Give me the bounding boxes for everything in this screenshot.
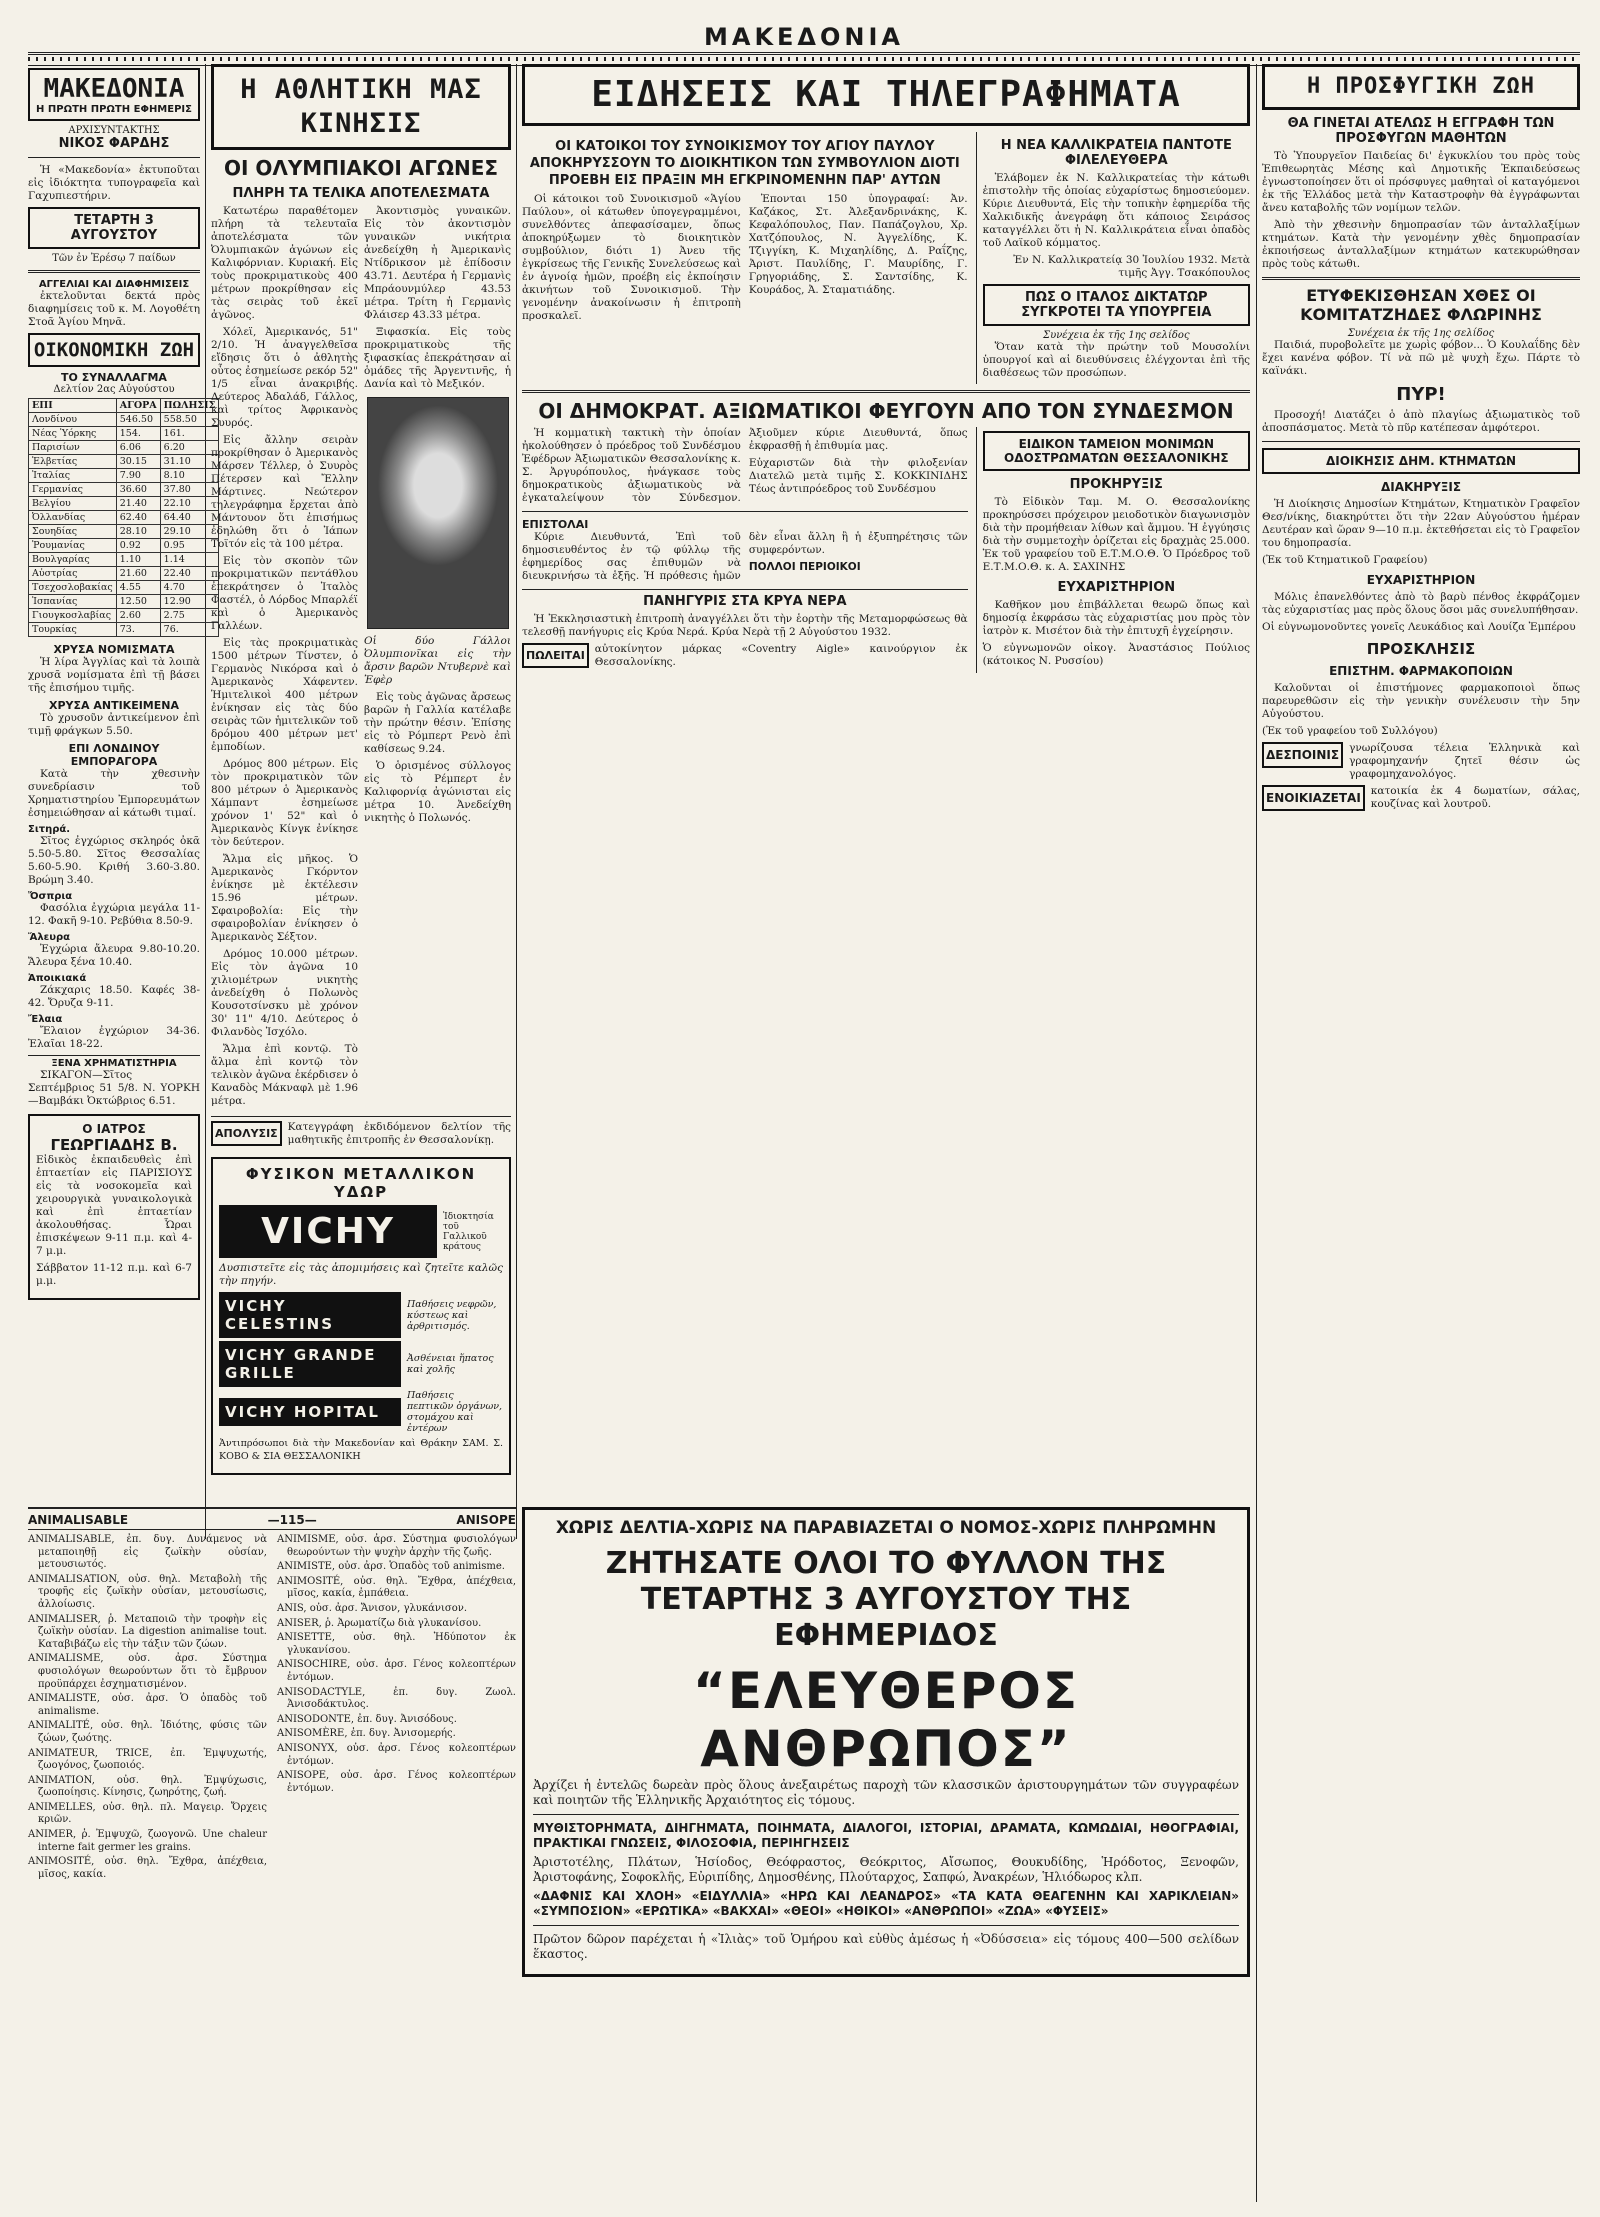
estates-sign: (Ἐκ τοῦ Κτηματικοῦ Γραφείου) xyxy=(1262,554,1428,566)
table-cell: Γερμανίας xyxy=(29,483,117,497)
foreign-exchange-title: ΞΕΝΑ ΧΡΗΜΑΤΙΣΤΗΡΙΑ xyxy=(28,1055,200,1069)
table-cell: 29.10 xyxy=(160,525,219,539)
vichy-ad xyxy=(211,1157,511,1475)
kallikrateia-sign: Ἐν Ν. Καλλικρατείᾳ 30 Ἰουλίου 1932. Μετὰ τιμῆς Ἀγγ. Τσακόπουλος xyxy=(1013,254,1250,279)
ad-authors: Ἀριστοτέλης, Πλάτων, Ἡσίοδος, Θεόφραστος, Θεόκριτος, Αἴσωπος, Θουκυδίδης, Ἡρόδοτος, Ξενοφῶν, Ἀριστοφάνης, Σοφοκλῆς, Εὐριπίδης, Δημοσθένης, Πλούταρχος, Σαπφώ, Ἀνακρέων, Ἡλιόδωρος κλπ. xyxy=(533,1855,1239,1884)
dictionary-entry: ANIMOSITÉ, οὐσ. θηλ. Ἔχθρα, ἀπέχθεια, μῖσος, κακία, ἐμπάθεια. xyxy=(277,1575,516,1600)
table-cell: 30.15 xyxy=(116,455,160,469)
water-slogan: Δυσπιστεῖτε εἰς τὰς ἀπομιμήσεις καὶ ζητεῖτε καλῶς τὴν πηγήν. xyxy=(219,1262,503,1287)
table-cell: 21.60 xyxy=(116,567,160,581)
table-cell: 4.70 xyxy=(160,581,219,595)
newspaper-page xyxy=(28,22,1580,2202)
democrats-headline: ΟΙ ΔΗΜΟΚΡΑΤ. ΑΞΙΩΜΑΤΙΚΟΙ ΦΕΥΓΟΥΝ ΑΠΟ ΤΟΝ ΣΥΝΔΕΣΜΟΝ xyxy=(538,399,1234,423)
flour-text: Ἐγχώρια ἄλευρα 9.80-10.20. Ἄλευρα ξένα 10.40. xyxy=(28,943,200,968)
dictionary-entry: ANIS, οὐσ. ἀρσ. Ἄνισον, γλυκάνισον. xyxy=(277,1602,467,1614)
article-paragraph: Εἰς τὸν σκοπὸν τῶν προκριματικῶν πεντάθλου ἐπεκράτησεν ὁ Ἰταλὸς Φαστέλ, ὁ Λόρδος Μπαρλέϊ καὶ ὁ Ἀμερικανὸς Γαλλέων. xyxy=(211,555,358,632)
foreign-exchange-text: ΣΙΚΑΓΟΝ—Σῖτος Σεπτέμβριος 51 5/8. Ν. ΥΟΡΚΗ—Βαμβάκι Ὀκτώβριος 6.51. xyxy=(28,1069,200,1107)
article-paragraph: Κατωτέρω παραθέτομεν πλήρη τὰ τελευταῖα ἀποτελέσματα τῶν Ὀλυμπιακῶν ἀγώνων εἰς Καλιφόρνιαν. Κυριακή. Εἰς τοὺς προκριματικοὺς 400 μέτρων προκρίθησαν εἰς τὰς σειρὰς τοῦ ἐκεῖ ἀγῶνος. xyxy=(211,205,358,321)
table-cell: 4.55 xyxy=(116,581,160,595)
table-cell: 76. xyxy=(160,623,219,637)
table-cell: Τσεχοσλοβακίας xyxy=(29,581,117,595)
article-paragraph: Εἰς τοὺς ἀγῶνας ἄρσεως βαρῶν ἡ Γαλλία κατέλαβε τὴν πρώτην θέσιν. Ἐπίσης εἰς τὸ Ρόμπερτ Ρενὸ ἐπὶ καθίσεως 9.24. xyxy=(364,691,511,755)
dictionary-entry: ANIMISME, οὐσ. ἀρσ. Σύστημα φυσιολόγων θεωρούντων τὴν ψυχὴν ἀρχὴν τῆς ζωῆς. xyxy=(277,1534,516,1558)
estates-text: Ἡ Διοίκησις Δημοσίων Κτημάτων, Κτηματικὸν Γραφεῖον Θεσ/νίκης, διακηρύττει ὅτι τὴν 22αν Αὐγούστου ἡμέραν Δευτέραν καὶ ὥραν 9—10 π.μ. ἐκτεθήσεται εἰς τὸ Γραφεῖον του δημοπρασία. xyxy=(1262,498,1580,549)
dictionary-entry: ANIMELLES, οὐσ. θηλ. πλ. Μαγειρ. Ὄρχεις κριῶν. xyxy=(28,1801,267,1826)
table-row xyxy=(29,413,219,427)
doctor-ad xyxy=(28,1114,200,1300)
table-row xyxy=(29,567,219,581)
ads-label: ΑΓΓΕΛΙΑΙ ΚΑΙ ΔΙΑΦΗΜΙΣΕΙΣ xyxy=(38,279,190,290)
table-cell: 1.10 xyxy=(116,553,160,567)
vichy-product xyxy=(219,1390,503,1434)
dictionary-entry: ANIMALISER, ῥ. Μεταποιῶ τὴν τροφὴν εἰς ζωϊκὴν οὐσίαν. La digestion animalise tout. Καταβιβάζω εἰς τὴν τάξιν τῶν ζώων. xyxy=(28,1613,267,1650)
table-header: ΑΓΟΡΑ xyxy=(116,399,160,413)
dictionary-entry: ANIMER, ῥ. Ἐμψυχῶ, ζωογονῶ. Une chaleur interne fait germer les grains. xyxy=(28,1829,267,1853)
table-cell: 62.40 xyxy=(116,511,160,525)
olympics-headline: ΟΙ ΟΛΥΜΠΙΑΚΟΙ ΑΓΩΝΕΣ xyxy=(223,156,499,180)
dictionary-entry: ANISOPE, οὐσ. ἀρσ. Γένος κολεοπτέρων ἐντόμων. xyxy=(277,1770,516,1794)
dictionary-header xyxy=(28,1513,516,1530)
table-row xyxy=(29,581,219,595)
table-cell: Ἑλβετίας xyxy=(29,455,117,469)
vichy-logo: VICHY xyxy=(219,1205,437,1258)
lead-signatures: Ἐπονται 150 ὑπογραφαί: Ἀν. Καζάκος, Στ. Ἀλεξανδρινάκης, Κ. Κεφαλόπουλος, Παν. Παπάζογλου, Χρ. Χατζόπουλος, Ν. Ἀγγελίδης, Κ. Τζιγγίκη, Κ. Μιχαηλίδης, Δ. Ραΐζης, Ἀριστ. Παυλίδης, Γ. Μαυρίδης, Γ. Γρηγοριάδης, Σ. Σαντσίδης, Κ. Κουράδος, Ἀ. Σταματιάδης. xyxy=(748,193,968,296)
festival-text: Ἡ Ἐκκλησιαστικὴ ἐπιτροπὴ ἀναγγέλλει ὅτι τὴν ἑορτὴν τῆς Μεταμορφώσεως θὰ τελεσθῇ πανήγυρις εἰς Κρύα Νερά. Κρύα Νερὰ τῇ 2 Αὐγούστου 1932. xyxy=(522,613,968,638)
wheat-title: Σιτηρά. xyxy=(28,824,71,835)
doctor-hours: Σάββατον 11-12 π.μ. καὶ 6-7 μ.μ. xyxy=(36,1262,192,1287)
table-cell: 12.90 xyxy=(160,595,219,609)
table-cell: 161. xyxy=(160,427,219,441)
colonial-text: Ζάκχαρις 18.50. Καφές 38-42. Ὄρυζα 9-11. xyxy=(28,984,200,1009)
table-cell: Νέας Ὑόρκης xyxy=(29,427,117,441)
photo-caption: Οἱ δύο Γάλλοι Ὀλυμπιονῖκαι εἰς τὴν ἄρσιν βαρῶν Ντυβερνὲ καὶ Ἐφὲρ xyxy=(364,635,511,686)
dictionary-section xyxy=(28,1507,516,2203)
exchange-table xyxy=(28,398,219,637)
execution-continued: Συνέχεια ἐκ τῆς 1ης σελίδος xyxy=(1347,328,1495,339)
vichy-product-label: VICHY CELESTINS xyxy=(219,1292,401,1338)
table-cell: Ὀλλανδίας xyxy=(29,511,117,525)
table-row xyxy=(29,427,219,441)
doctor-name: ΓΕΩΡΓΙΑΔΗΣ Β. xyxy=(50,1136,178,1154)
article-paragraph: Δρόμος 10.000 μέτρων. Εἰς τὸν ἀγῶνα 10 χιλιομέτρων νικητὴς ἀνεδείχθη ὁ Πολωνὸς Κουσοτσίνσκυ μὲ χρόνον 30' 11" 4/10. Δεύτερος ὁ Φιλανδὸς Ἰσχόλο. xyxy=(211,948,358,1038)
letters-label: ΕΠΙΣΤΟΛΑΙ xyxy=(522,518,589,531)
call-subhead: ΕΠΙΣΤΗΜ. ΦΑΡΜΑΚΟΠΟΙΩΝ xyxy=(1329,664,1513,678)
article-paragraph: Δρόμος 800 μέτρων. Εἰς τὸν προκριματικὸν τῶν 800 μέτρων ὁ Ἀμερικανὸς Χάμπαντ ἐσημείωσε χρόνον 1' 52" καὶ ὁ Ἀμερικανὸς Κίνγκ ἐνίκησε τὸν δεύτερον. xyxy=(211,758,358,848)
table-cell: 1.14 xyxy=(160,553,219,567)
wheat-text: Σῖτος ἐγχώριος σκληρός ὀκᾶ 5.50-5.80. Σῖτος Θεσσαλίας 5.60-5.90. Κριθή 3.60-3.80. Βρώμη 3.40. xyxy=(28,835,200,886)
table-cell: 0.92 xyxy=(116,539,160,553)
thanks-headline: ΕΥΧΑΡΙΣΤΗΡΙΟΝ xyxy=(1057,580,1176,595)
dictionary-entry: ANIMALISABLE, ἐπ. δυγ. Δυνάμενος νὰ μεταποιηθῇ εἰς ζωϊκὴν οὐσίαν, μετουσιωτός. xyxy=(28,1534,267,1571)
thanks2-text: Μόλις ἐπανελθόντες ἀπὸ τὸ βαρὺ πένθος ἐκφράζομεν τὰς εὐχαριστίας μας πρὸς ὅλους ὅσοι μᾶς συνελυπήθησαν. xyxy=(1262,591,1580,616)
dictionary-entry: ANIMISTE, οὐσ. ἀρσ. Ὁπαδὸς τοῦ animisme. xyxy=(277,1561,505,1573)
article-paragraph: Ἄλμα εἰς μῆκος. Ὁ Ἀμερικανὸς Γκόρντον ἐνίκησε μὲ ἐκτέλεσιν 15.96 μέτρων. Σφαιροβολία: Εἰς τὴν σφαιροβολίαν ἐνίκησεν ὁ Ἀμερικανὸς Σέξτον. xyxy=(211,853,358,943)
article-paragraph: Ὁ ὁρισμένος σύλλογος εἰς τὸ Ρέμπερτ ἐν Καλιφορνίᾳ ἀγώνισται εἰς μέτρα 10. Ἀνεδείχθη νικητὴς ὁ Πολωνός. xyxy=(364,760,511,824)
table-row xyxy=(29,553,219,567)
table-cell: Σουηδίας xyxy=(29,525,117,539)
vichy-product-desc: Παθήσεις πεπτικῶν ὀργάνων, στομάχου καὶ ἐντέρων xyxy=(407,1390,503,1434)
article-paragraph: Ξιφασκία. Εἰς τοὺς προκριματικοὺς τῆς ξιφασκίας ἐπεκράτησαν αἱ ὁμάδες τῆς Ἀργεντινῆς, ἡ Δανία καὶ τὸ Μεξικόν. xyxy=(364,326,511,390)
vichy-product-desc: Παθήσεις νεφρῶν, κύστεως καὶ ἀρθριτισμός. xyxy=(407,1298,497,1332)
article-paragraph: Εἰς τὰς προκριματικὰς 1500 μέτρων Τίνστεν, ὁ Γερμανὸς Νικόρσα καὶ ὁ Ἀμερικανὸς Χάφεντεν. Ἡμιτελικοὶ 400 μέτρων ἐνίκησαν εἰς τὰς δύο σειρὰς τῶν ἡμιτελικῶν τοῦ δρόμου 400 μέτρων μετ' ἐμποδίων. xyxy=(211,637,358,753)
estates-label: ΔΙΟΙΚΗΣΙΣ ΔΗΜ. ΚΤΗΜΑΤΩΝ xyxy=(1262,448,1580,474)
ad-headline-1: ΧΩΡΙΣ ΔΕΛΤΙΑ-ΧΩΡΙΣ ΝΑ ΠΑΡΑΒΙΑΖΕΤΑΙ Ο ΝΟΜΟΣ-ΧΩΡΙΣ ΠΛΗΡΩΜΗΝ xyxy=(555,1518,1217,1538)
column-divider xyxy=(205,64,206,1539)
paving-fund-subhead: ΠΡΟΚΗΡΥΞΙΣ xyxy=(1069,477,1163,492)
refugee-section-title: Η ΠΡΟΣΦΥΓΙΚΗ ΖΩΗ xyxy=(1262,64,1580,110)
democrats-text: Ἡ κομματικὴ τακτικὴ τὴν ὁποίαν ἠκολούθησεν ὁ πρόεδρος τοῦ Συνδέσμου Ἐφέδρων Ἀξιωματικῶν Θεσσαλονίκης κ. Σ. Ἀργυρόπουλος, ἠνάγκασε τοὺς δημοκρατικοὺς ἀξιωματικοὺς νὰ ἐγκαταλείψουν τὸν Σύνδεσμον. Ἀξιοῦμεν κύριε Διευθυντά, ὅπως ἐκφρασθῇ ἡ ἐπιθυμία μας. xyxy=(522,427,968,504)
vichy-product-label: VICHY GRANDE GRILLE xyxy=(219,1341,401,1387)
table-cell: Τουρκίας xyxy=(29,623,117,637)
editor-name: ΝΙΚΟΣ ΦΑΡΔΗΣ xyxy=(58,136,170,151)
thanks-sign: Ὁ εὐγνωμονῶν οἰκογ. Ἀναστάσιος Πούλιος (κάτοικος Ν. Ρυσσίου) xyxy=(982,642,1250,667)
table-row xyxy=(29,441,219,455)
doctor-text: Εἰδικὸς ἐκπαιδευθεὶς ἐπὶ ἑπταετίαν εἰς ΠΑΡΙΣΙΟΥΣ εἰς τὰ νοσοκομεῖα καὶ χειρουργικὰ γυναικολογικὰ καὶ ἐπὶ ἑπταετίαν ἀκολουθήσας. Ὧραι ἐπισκέψεων 9-11 π.μ. καὶ 4-7 μ.μ. xyxy=(36,1154,192,1257)
dictionary-left-head: ANIMALISABLE xyxy=(28,1513,129,1527)
ad-headline-2: ΖΗΤΗΣΑΤΕ ΟΛΟΙ ΤΟ ΦΥΛΛΟΝ ΤΗΣ ΤΕΤΑΡΤΗΣ 3 ΑΥΓΟΥΣΤΟΥ ΤΗΣ ΕΦΗΜΕΡΙΔΟΣ xyxy=(605,1546,1167,1653)
table-header: ΠΩΛΗΣΙΣ xyxy=(160,399,219,413)
table-header: ΕΠΙ xyxy=(29,399,117,413)
table-row xyxy=(29,511,219,525)
ad-titles: «ΔΑΦΝΙΣ ΚΑΙ ΧΛΟΗ» «ΕΙΔΥΛΛΙΑ» «ΗΡΩ ΚΑΙ ΛΕΑΝΔΡΟΣ» «ΤΑ ΚΑΤΑ ΘΕΑΓΕΝΗΝ ΚΑΙ ΧΑΡΙΚΛΕΙΑΝ» «ΣΥΜΠΟΣΙΟΝ» «ΕΡΩΤΙΚΑ» «ΒΑΚΧΑΙ» «ΘΕΟΙ» «ΗΘΙΚΟΙ» «ΑΝΘΡΩΠΟΙ» «ΖΩΑ» «ΦΥΣΕΙΣ» xyxy=(533,1889,1239,1918)
editor-label: ΑΡΧΙΣΥΝΤΑΚΤΗΣ xyxy=(68,125,160,136)
execution-headline: ΕΤΥΦΕΚΙΣΘΗΣΑΝ ΧΘΕΣ ΟΙ ΚΟΜΙΤΑΤΖΗΔΕΣ ΦΛΩΡΙΝΗΣ xyxy=(1300,286,1542,324)
table-cell: 2.75 xyxy=(160,609,219,623)
table-cell: 21.40 xyxy=(116,497,160,511)
dictionary-entry: ANIMALISATION, οὐσ. θηλ. Μεταβολὴ τῆς τροφῆς εἰς ζωϊκὴν οὐσίαν, μετουσίωσις, ἀλλοίωσις. xyxy=(28,1573,267,1610)
call-headline: ΠΡΟΣΚΛΗΣΙΣ xyxy=(1366,640,1476,658)
sports-section-title: Η ΑΘΛΗΤΙΚΗ ΜΑΣ ΚΙΝΗΣΙΣ xyxy=(211,64,511,150)
democrats-sign: Εὐχαριστῶν διὰ τὴν φιλοξενίαν Διατελῶ μετὰ τιμῆς Σ. ΚΟΚΚΙΝΙΔΗΣ Τέως ἀντιπρόεδρος τοῦ Συνδέσμου xyxy=(748,457,968,495)
column-sports xyxy=(211,64,511,1539)
table-cell: 154. xyxy=(116,427,160,441)
paving-fund-headline: ΕΙΔΙΚΟΝ ΤΑΜΕΙΟΝ ΜΟΝΙΜΩΝ ΟΔΟΣΤΡΩΜΑΤΩΝ ΘΕΣΣΑΛΟΝΙΚΗΣ xyxy=(983,431,1250,471)
ad-frame xyxy=(522,1507,1250,1977)
estates-subhead: ΔΙΑΚΗΡΥΞΙΣ xyxy=(1380,480,1462,494)
article-paragraph: Ἄλμα ἐπὶ κοντῷ. Τὸ ἄλμα ἐπὶ κοντῷ τὸν τελικὸν ἀγῶνα ἐκέρδισεν ὁ Καναδὸς Μάκναφλ μὲ 1.96 μέτρα. xyxy=(211,1043,358,1107)
vichy-product xyxy=(219,1292,503,1338)
fire-text: Προσοχή! Διατάζει ὁ ἀπὸ πλαγίως ἀξιωματικὸς τοῦ ἀποσπάσματος. Μετὰ τὸ πῦρ κατέπεσαν ἀμφότεροι. xyxy=(1262,409,1580,434)
water-ownership: Ἰδιοκτησία τοῦ Γαλλικοῦ κράτους xyxy=(443,1211,494,1252)
dictionary-entry: ANISER, ῥ. Ἀρωματίζω διὰ γλυκανίσου. xyxy=(277,1617,482,1629)
gold-coins-title: ΧΡΥΣΑ ΝΟΜΙΣΜΑΤΑ xyxy=(53,643,175,656)
lead-text: Οἱ κάτοικοι τοῦ Συνοικισμοῦ «Ἁγίου Παύλου», οἱ κάτωθεν ὑπογεγραμμένοι, συνελθόντες ἀπεφασίσαμεν, ὅπως ἀποκηρύξωμεν τὸ διοικητικὸν συμβούλιον, διότι 1) Ἀνευ τῆς ἐγκρίσεως τῆς Γενικῆς Συνελεύσεως καὶ ἐν ἀγνοίᾳ ἡμῶν, προέβη εἰς ἐκποίησιν ἀκινήτων τοῦ Συνοικισμοῦ. Τὴν γενομένην ἀνακοίνωσιν ἡ ἐπιτροπὴ προσκαλεῖ. xyxy=(522,193,741,322)
column-divider xyxy=(1256,64,1257,2202)
letters-sign: ΠΟΛΛΟΙ ΠΕΡΙΟΙΚΟΙ xyxy=(748,561,861,573)
dictionary-entry: ANIMOSITÉ, οὐσ. θηλ. Ἔχθρα, ἀπέχθεια, μῖσος, κακία. xyxy=(28,1856,267,1880)
table-cell: 2.60 xyxy=(116,609,160,623)
olive-text: Ἔλαιον ἐγχώριον 34-36. Ἐλαῖαι 18-22. xyxy=(28,1025,200,1050)
table-cell: 28.10 xyxy=(116,525,160,539)
table-cell: 6.20 xyxy=(160,441,219,455)
dictionary-entry: ANISOMÈRE, ἐπ. δυγ. Ἀνισομερής. xyxy=(277,1728,456,1740)
table-cell: 73. xyxy=(116,623,160,637)
exchange-label: ΤΟ ΣΥΝΑΛΛΑΓΜΑ xyxy=(61,371,167,384)
table-row xyxy=(29,539,219,553)
call-sign: (Ἐκ τοῦ γραφείου τοῦ Συλλόγου) xyxy=(1262,725,1438,737)
pulses-text: Φασόλια ἐγχώρια μεγάλα 11-12. Φακῆ 9-10. Ρεβύθια 8.50-9. xyxy=(28,902,200,927)
table-cell: 22.40 xyxy=(160,567,219,581)
dictionary-entry: ANISOCHIRE, οὐσ. ἀρσ. Γένος κολεοπτέρων ἐντόμων. xyxy=(277,1659,516,1683)
refugee-text-2: Ἀπὸ τὴν χθεσινὴν δημοπρασίαν τῶν ἀνταλλαξίμων κτημάτων. Κατὰ τὴν γενομένην χθὲς δημοπρασίαν ἐκποιήσεως ἀνταλλαξίμων κτημάτων κατεκυρώθησαν πρὸς τοὺς κάτωθι. xyxy=(1262,219,1580,270)
table-cell: 558.50 xyxy=(160,413,219,427)
table-cell: Αὐστρίας xyxy=(29,567,117,581)
dictator-continued: Συνέχεια ἐκ τῆς 1ης σελίδος xyxy=(1043,330,1190,341)
news-section-title: ΕΙΔΗΣΕΙΣ ΚΑΙ ΤΗΛΕΓΡΑΦΗΜΑΤΑ xyxy=(522,64,1250,126)
gold-items-text: Τὸ χρυσοῦν ἀντικείμενον ἐπὶ τιμῇ φράγκων 5.50. xyxy=(28,712,200,737)
dictionary-entry: ANIMATION, οὐσ. θηλ. Ἐμψύχωσις, ζωοποίησις. Κίνησις, ζωηρότης, ζωή. xyxy=(28,1774,267,1799)
table-cell: 12.50 xyxy=(116,595,160,609)
ad-genres: ΜΥΘΙΣΤΟΡΗΜΑΤΑ, ΔΙΗΓΗΜΑΤΑ, ΠΟΙΗΜΑΤΑ, ΔΙΑΛΟΓΟΙ, ΙΣΤΟΡΙΑΙ, ΔΡΑΜΑΤΑ, ΚΩΜΩΔΙΑΙ, ΗΘΟΓΡΑΦΙΑΙ, ΠΡΑΚΤΙΚΑΙ ΓΝΩΣΕΙΣ, ΦΙΛΟΣΟΦΙΑ, ΠΕΡΙΗΓΗΣΕΙΣ xyxy=(533,1821,1239,1850)
london-title: ΕΠΙ ΛΟΝΔΙΝΟΥ xyxy=(68,742,160,755)
thanks2-sign: Οἱ εὐγνωμονοῦντες γονεῖς Λευκάδιος καὶ Λουίζα Ἐμπέρου xyxy=(1262,621,1576,633)
dictionary-entry: ANISONYX, οὐσ. ἀρσ. Γένος κολεοπτέρων ἐντόμων. xyxy=(277,1742,516,1767)
table-cell: Γιουγκοσλαβίας xyxy=(29,609,117,623)
dictionary-entry: ANISODONTE, ἐπ. δυγ. Ἀνισόδους. xyxy=(277,1713,457,1725)
lead-headline: ΟΙ ΚΑΤΟΙΚΟΙ ΤΟΥ ΣΥΝΟΙΚΙΣΜΟΥ ΤΟΥ ΑΓΙΟΥ ΠΑΥΛΟΥ ΑΠΟΚΗΡΥΣΣΟΥΝ ΤΟ ΔΙΟΙΚΗΤΙΚΟΝ ΤΩΝ ΣΥΜΒΟΥΛΙΟΝ ΔΙΟΤΙ ΠΡΟΕΒΗ ΕΙΣ ΠΡΑΞΙΝ ΜΗ ΕΓΚΡΙΝΟΜΕΝΗΝ ΠΑΡ' ΑΥΤΩΝ xyxy=(529,139,960,188)
dictionary-entry: ANIMALISTE, οὐσ. ἀρσ. Ὁ ὀπαδὸς τοῦ animalisme. xyxy=(28,1693,267,1717)
paving-fund-text: Τὸ Εἰδικὸν Ταμ. Μ. Ο. Θεσσαλονίκης προκηρύσσει πρόχειρον μειοδοτικὸν διαγωνισμὸν διὰ τὴν προμήθειαν λίθων καὶ ἄμμου. Ἡ ἐγγύησις διὰ τὴν συμμετοχὴν ὁρίζεται εἰς δραχμὰς 25.000. Ἐκ τοῦ γραφείου τοῦ Ε.Τ.Μ.Ο.Θ. Ὁ Πρόεδρος τοῦ Ε.Τ.Μ.Ο.Θ. κ. Α. ΣΑΧΙΝΗΣ xyxy=(982,496,1250,573)
dictionary-entry: ANISETTE, οὐσ. θηλ. Ἡδύποτον ἐκ γλυκανίσου. xyxy=(277,1632,516,1656)
exchange-date: Δελτίον 2ας Αὐγούστου xyxy=(53,384,175,395)
eleftheros-anthropos-ad xyxy=(522,1507,1250,2197)
kallikrateia-headline: Η ΝΕΑ ΚΑΛΛΙΚΡΑΤΕΙΑ ΠΑΝΤΟΤΕ ΦΙΛΕΛΕΥΘΕΡΑ xyxy=(1000,138,1232,168)
fire-label: ΠΥΡ! xyxy=(1396,384,1446,405)
execution-text: Παιδιά, πυροβολεῖτε με χωρὶς φόβον... Ὁ Κουλαΐδης δὲν ἔχει κανένα φόβον. Τί νὰ πῶ μὲ ψυχὴ ἔχω. Πάρτε τὸ καϊνάκι. xyxy=(1262,339,1580,377)
logo-box xyxy=(28,68,200,121)
festival-headline: ΠΑΝΗΓΥΡΙΣ ΣΤΑ ΚΡΥΑ ΝΕΡΑ xyxy=(522,589,968,609)
dictionary-entry: ANIMATEUR, TRICE, ἐπ. Ἐμψυχωτής, ζωογόνος, ζωοποιός. xyxy=(28,1747,267,1772)
table-cell: 7.90 xyxy=(116,469,160,483)
table-row xyxy=(29,609,219,623)
table-cell: 22.10 xyxy=(160,497,219,511)
table-cell: Ἰσπανίας xyxy=(29,595,117,609)
lady-text: γνωρίζουσα τέλεια Ἑλληνικὰ καὶ γραφομηχανήν ζητεῖ θέσιν ὡς γραφομηχανολόγος. xyxy=(1349,742,1580,780)
ads-text: ἐκτελοῦνται δεκτά πρὸς διαφημίσεις τοῦ κ. Μ. Λογοθέτη Στοᾶ Ἁγίου Μηνᾶ. xyxy=(28,290,200,328)
dictionary-page-number: —115— xyxy=(267,1513,317,1527)
table-row xyxy=(29,497,219,511)
vichy-product-label: VICHY HOPITAL xyxy=(219,1398,401,1426)
refugee-headline: ΘΑ ΓΙΝΕΤΑΙ ΑΤΕΛΩΣ Η ΕΓΓΡΑΦΗ ΤΩΝ ΠΡΟΣΦΥΓΩΝ ΜΑΘΗΤΩΝ xyxy=(1287,116,1555,146)
dictionary-entry: ANIMALITÉ, οὐσ. θηλ. Ἰδιότης, φύσις τῶν ζώων, ζωότης. xyxy=(28,1720,267,1744)
dictionary-right-head: ANISOPE xyxy=(456,1513,516,1527)
pulses-title: Ὄσπρια xyxy=(28,891,73,902)
flour-title: Ἄλευρα xyxy=(28,932,71,943)
weightlifters-photo xyxy=(367,397,509,629)
thanks2-headline: ΕΥΧΑΡΙΣΤΗΡΙΟΝ xyxy=(1366,573,1476,587)
logo-title: ΜΑΚΕΔΟΝΙΑ xyxy=(43,74,185,104)
table-cell: Λονδίνου xyxy=(29,413,117,427)
table-row xyxy=(29,469,219,483)
column-divider xyxy=(516,64,517,1539)
table-cell: 31.10 xyxy=(160,455,219,469)
column-refugee xyxy=(1262,64,1580,2202)
call-text: Καλοῦνται οἱ ἐπιστήμονες φαρμακοποιοὶ ὅπως παρευρεθῶσιν εἰς τὴν γενικὴν συνέλευσιν τὴν 5ην Αὐγούστου. xyxy=(1262,682,1580,720)
table-cell: 64.40 xyxy=(160,511,219,525)
table-row xyxy=(29,623,219,637)
table-row xyxy=(29,455,219,469)
water-title: ΦΥΣΙΚΟΝ ΜΕΤΑΛΛΙΚΟΝ ΥΔΩΡ xyxy=(245,1165,477,1201)
dictator-text: Ὅταν κατὰ τὴν πρώτην τοῦ Μουσολίνι ὑπουργοί καὶ αἱ διευθύνσεις ἐλέγχονται ἐπὶ τῆς διαθέσεως τῶν προσώπων. xyxy=(982,341,1250,379)
gold-items-title: ΧΡΥΣΑ ΑΝΤΙΚΕΙΜΕΝΑ xyxy=(49,699,179,712)
refugee-text: Τὸ Ὑπουργεῖον Παιδείας δι' ἐγκυκλίου του πρὸς τοὺς Ἐπιθεωρητὰς Μέσης καὶ Δημοτικῆς Ἐκπαιδεύσεως ἐγνωστοποίησεν ὅτι οἱ πρόσφυγες μαθηταὶ οἱ καταγόμενοι ἐκ τῆς Ἑλλάδος μετὰ τὴν Καταστροφὴν θὰ ἐγγράφωνται ἄνευ καταβολῆς τῶν νομίμων τελῶν. xyxy=(1262,150,1580,214)
water-agents: Ἀντιπρόσωποι διὰ τὴν Μακεδονίαν καὶ Θράκην ΣΑΜ. Σ. ΚΟΒΟ & ΣΙΑ ΘΕΣΣΑΛΟΝΙΚΗ xyxy=(219,1438,503,1462)
article-paragraph: Χόλεϊ, Ἀμερικανός, 51" 2/10. Ἡ ἀναγγελθεῖσα εἴδησις ὅτι ὁ ἀθλητὴς οὗτος ἐσημείωσε ρεκόρ 52" 1/5 εἶναι ἀνακριβής. Δεύτερος Ἀδαλάδ, Γάλλος, καὶ τρίτος Ἀφρικανὸς Συυρός. xyxy=(211,326,358,429)
ad-text: Ἀρχίζει ἡ ἐντελῶς δωρεὰν πρὸς ὅλους ἀνεξαιρέτως παροχὴ τῶν κλασσικῶν ἀριστουργημάτων τῶν συγγραφέων καὶ ποιητῶν τῆς Ἑλληνικῆς Ἀρχαιότητος εἰς τόμους. xyxy=(533,1778,1239,1807)
table-row xyxy=(29,525,219,539)
ad-footer: Πρῶτον δῶρον παρέχεται ἡ «Ἰλιὰς» τοῦ Ὁμήρου καὶ εὐθὺς ἀμέσως ἡ «Ὀδύσσεια» εἰς τόμους 400—500 σελίδων ἕκαστος. xyxy=(533,1932,1239,1961)
thanks-text: Καθῆκον μου ἐπιβάλλεται θεωρῶ ὅπως καὶ δημοσίᾳ ἐκφράσω τὰς εὐχαριστίας μου πρὸς τὸν ἰατρὸν κ. Μισέτον διὰ τὴν ἐπιτυχῆ ἐγχείρησιν. xyxy=(982,599,1250,637)
table-cell: Βουλγαρίας xyxy=(29,553,117,567)
table-cell: 36.60 xyxy=(116,483,160,497)
doctor-label: Ο ΙΑΤΡΟΣ xyxy=(82,1122,146,1136)
vichy-product-desc: Ἀσθένειαι ἥπατος καὶ χολῆς xyxy=(407,1353,494,1375)
table-cell: Παρισίων xyxy=(29,441,117,455)
dictionary-entry: ANISODACTYLE, ἐπ. δυγ. Ζωολ. Ἀνισοδάκτυλος. xyxy=(277,1686,516,1711)
table-cell: Ἰταλίας xyxy=(29,469,117,483)
letters-text: Κύριε Διευθυντά, Ἐπὶ τοῦ δημοσιευθέντος ἐν τῷ φύλλῳ τῆς ἐφημερίδος σας ἐπιθυμῶν νὰ διευκρινήσω τὰ ἑξῆς. Ἡ πρόθεσις ἡμῶν δὲν εἶναι ἄλλη ἢ ἡ ἐξυπηρέτησις τῶν συμφερόντων. xyxy=(522,531,968,582)
olympics-subhead: ΠΛΗΡΗ ΤΑ ΤΕΛΙΚΑ ΑΠΟΤΕΛΕΣΜΑΤΑ xyxy=(232,186,490,201)
dissolution-label: ΑΠΟΛΥΣΙΣ xyxy=(211,1121,282,1146)
column-economy xyxy=(28,64,216,1539)
sale-label: ΠΩΛΕΙΤΑΙ xyxy=(522,643,589,668)
table-cell: Ῥουμανίας xyxy=(29,539,117,553)
olive-title: Ἔλαια xyxy=(28,1014,63,1025)
market-title: ΕΜΠΟΡΑΓΟΡΑ xyxy=(70,755,158,768)
saint-of-day: Τῶν ἐν Ἐρέσῳ 7 παίδων xyxy=(52,253,176,264)
masthead: ΜΑΚΕΔΟΝΙΑ xyxy=(703,23,904,51)
article-paragraph: Εἰς ἄλλην σειρὰν προκρίθησαν ὁ Ἀμερικανὸς Μάρσεν Τέλλερ, ὁ Συυρὸς Πέτερσεν καὶ Ἔλλην Μάρτινες. Νεώτερον τηλεγράφημα ἔρχεται ἀπὸ Μάντουον ὅτι ἐπισήμως ἐδηλώθη ὅτι ὁ Ἰάπων Τοϊτόν εἰς τὰ 100 μέτρα. xyxy=(211,434,358,550)
table-cell: 546.50 xyxy=(116,413,160,427)
gold-coins-text: Ἡ λίρα Ἀγγλίας καὶ τὰ λοιπὰ χρυσᾶ νομίσματα ἐπὶ τῇ βάσει τῆς ἐπισήμου τιμῆς. xyxy=(28,656,200,694)
table-cell: 37.80 xyxy=(160,483,219,497)
kallikrateia-text: Ἐλάβομεν ἐκ Ν. Καλλικρατείας τὴν κάτωθι ἐπιστολὴν τῆς ὁποίας εὐχαρίστως δημοσιεύομεν. Κύριε Διευθυντά, Εἰς τὴν τοπικὴν ἐφημερίδα τῆς Χαλκιδικῆς ἀνεγράφη ὅτι κάποιος Σειράσος καταγγέλλει ὅτι ἡ Ν. Καλλικράτεια εἶναι ὀπαδὸς τοῦ Λαϊκοῦ κόμματος. xyxy=(982,172,1250,249)
lady-label: ΔΕΣΠΟΙΝΙΣ xyxy=(1262,742,1343,768)
vichy-product xyxy=(219,1341,503,1387)
rent-label: ΕΝΟΙΚΙΑΖΕΤΑΙ xyxy=(1262,785,1365,811)
table-row xyxy=(29,483,219,497)
table-row xyxy=(29,595,219,609)
article-paragraph: Ἀκοντισμὸς γυναικῶν. Εἰς τὸν ἀκοντισμὸν γυναικῶν νικήτρια ἀνεδείχθη ἡ Ἀμερικανὶς Ντίδρικσον μὲ ἐπίδοσιν 43.71. Δευτέρα ἡ Γερμανὶς Μπράουνμύλερ 43.53 μέτρα. Τρίτη ἡ Γερμανὶς Φλάισερ 43.33 μέτρα. xyxy=(364,205,511,321)
table-cell: 8.10 xyxy=(160,469,219,483)
logo-subtitle: Η ΠΡΩΤΗ ΠΡΩΤΗ ΕΦΗΜΕΡΙΣ xyxy=(36,104,192,115)
dissolution-text: Κατεγγράφη ἐκδιδόμενον δελτίον τῆς μαθητικῆς ἐπιτροπῆς ἐν Θεσσαλονίκῃ. xyxy=(287,1121,511,1146)
dictator-headline: ΠΩΣ Ο ΙΤΑΛΟΣ ΔΙΚΤΑΤΩΡ ΣΥΓΚΡΟΤΕΙ ΤΑ ΥΠΟΥΡΓΕΙΑ xyxy=(983,284,1250,326)
table-cell: Βελγίου xyxy=(29,497,117,511)
table-cell: 6.06 xyxy=(116,441,160,455)
intro-text: Ἡ «Μακεδονία» ἐκτυποῦται εἰς ἰδιόκτητα τυπογραφεῖα καὶ Γαχυπιεστήριν. xyxy=(28,164,200,202)
economy-title: ΟΙΚΟΝΟΜΙΚΗ ΖΩΗ xyxy=(28,333,200,367)
ad-title: “ΕΛΕΥΘΕΡΟΣ ΑΝΘΡΩΠΟΣ” xyxy=(692,1662,1080,1778)
colonial-title: Ἀποικιακά xyxy=(28,973,87,984)
market-text: Κατὰ τὴν χθεσινὴν συνεδρίασιν τοῦ Χρηματιστηρίου Ἐμπορευμάτων ἐσημειώθησαν αἱ κάτωθι τιμαί. xyxy=(28,768,200,819)
dictionary-entry: ANIMALISME, οὐσ. ἀρσ. Σύστημα φυσιολόγων θεωρούντων ὅτι τὸ ἔμβρυον προϋπάρχει ἐσχηματισμένον. xyxy=(28,1653,267,1690)
sale-text: αὐτοκίνητον μάρκας «Coventry Aigle» καινούργιον ἐκ Θεσσαλονίκης. xyxy=(594,643,968,668)
rent-text: κατοικία ἐκ 4 δωματίων, σάλας, κουζίνας καὶ λουτροῦ. xyxy=(1370,785,1580,810)
column-news xyxy=(522,64,1250,1539)
table-cell: 0.95 xyxy=(160,539,219,553)
issue-date: ΤΕΤΑΡΤΗ 3 ΑΥΓΟΥΣΤΟΥ xyxy=(28,207,200,249)
